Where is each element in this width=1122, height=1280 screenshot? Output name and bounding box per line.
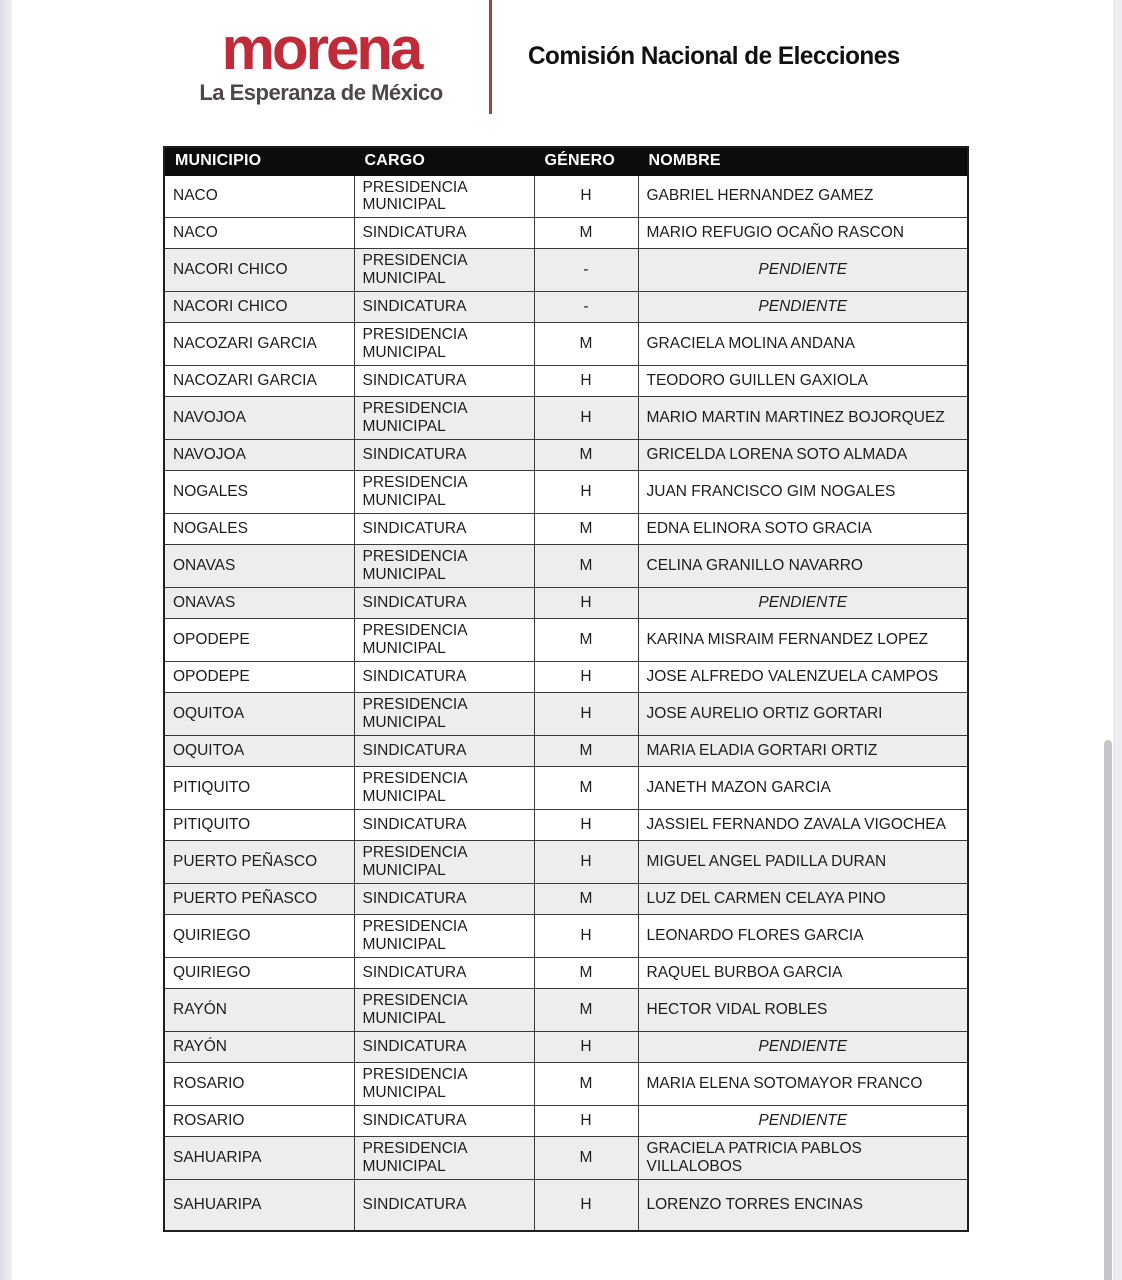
cell-genero: M <box>534 514 638 545</box>
cell-cargo: SINDICATURA <box>354 292 534 323</box>
cell-nombre: HECTOR VIDAL ROBLES <box>638 988 968 1031</box>
cell-cargo: PRESIDENCIA MUNICIPAL <box>354 914 534 957</box>
cell-genero: H <box>534 471 638 514</box>
cell-nombre: LEONARDO FLORES GARCIA <box>638 914 968 957</box>
cell-genero: H <box>534 397 638 440</box>
scrollbar-track[interactable] <box>1113 0 1122 1280</box>
morena-tagline: La Esperanza de México <box>199 80 443 105</box>
document-header <box>0 0 1122 146</box>
cell-genero: M <box>534 957 638 988</box>
cell-genero: - <box>534 249 638 292</box>
cell-nombre: LORENZO TORRES ENCINAS <box>638 1179 968 1231</box>
cell-municipio: NACOZARI GARCIA <box>164 323 354 366</box>
cell-municipio: NAVOJOA <box>164 397 354 440</box>
cell-municipio: ONAVAS <box>164 545 354 588</box>
cell-cargo: PRESIDENCIA MUNICIPAL <box>354 693 534 736</box>
cell-genero: M <box>534 736 638 767</box>
cell-cargo: PRESIDENCIA MUNICIPAL <box>354 1062 534 1105</box>
cell-cargo: PRESIDENCIA MUNICIPAL <box>354 397 534 440</box>
table-header-row <box>164 147 968 175</box>
cell-genero: H <box>534 1179 638 1231</box>
cell-municipio: ROSARIO <box>164 1105 354 1136</box>
cell-municipio: NOGALES <box>164 471 354 514</box>
cell-municipio: NOGALES <box>164 514 354 545</box>
cell-nombre: MIGUEL ANGEL PADILLA DURAN <box>638 840 968 883</box>
cell-cargo: PRESIDENCIA MUNICIPAL <box>354 175 534 218</box>
table-row <box>164 440 968 471</box>
cell-nombre: JANETH MAZON GARCIA <box>638 767 968 810</box>
cell-genero: M <box>534 767 638 810</box>
header-divider-line <box>489 0 492 114</box>
cell-nombre: JUAN FRANCISCO GIM NOGALES <box>638 471 968 514</box>
cell-cargo: PRESIDENCIA MUNICIPAL <box>354 988 534 1031</box>
cell-municipio: NACO <box>164 175 354 218</box>
table-row <box>164 619 968 662</box>
table-row <box>164 957 968 988</box>
morena-logo: morena <box>221 15 421 82</box>
table-body <box>164 175 968 1231</box>
table-header <box>164 147 968 175</box>
cell-nombre: MARIA ELADIA GORTARI ORTIZ <box>638 736 968 767</box>
cell-genero: H <box>534 366 638 397</box>
cell-municipio: NACORI CHICO <box>164 249 354 292</box>
table-row <box>164 693 968 736</box>
cell-cargo: SINDICATURA <box>354 809 534 840</box>
cell-genero: M <box>534 218 638 249</box>
cell-nombre: JASSIEL FERNANDO ZAVALA VIGOCHEA <box>638 809 968 840</box>
cell-genero: H <box>534 693 638 736</box>
cell-municipio: NACOZARI GARCIA <box>164 366 354 397</box>
cell-municipio: SAHUARIPA <box>164 1179 354 1231</box>
table-row <box>164 883 968 914</box>
table-row <box>164 1179 968 1231</box>
table-row <box>164 249 968 292</box>
page-title: Comisión Nacional de Elecciones <box>528 42 900 70</box>
cell-cargo: PRESIDENCIA MUNICIPAL <box>354 323 534 366</box>
table-row <box>164 662 968 693</box>
cell-cargo: PRESIDENCIA MUNICIPAL <box>354 619 534 662</box>
cell-cargo: PRESIDENCIA MUNICIPAL <box>354 471 534 514</box>
col-header-genero: GÉNERO <box>534 147 638 175</box>
table-row <box>164 1105 968 1136</box>
cell-genero: M <box>534 323 638 366</box>
cell-municipio: PITIQUITO <box>164 809 354 840</box>
table-row <box>164 514 968 545</box>
cell-nombre: RAQUEL BURBOA GARCIA <box>638 957 968 988</box>
cell-nombre: GABRIEL HERNANDEZ GAMEZ <box>638 175 968 218</box>
cell-cargo: PRESIDENCIA MUNICIPAL <box>354 545 534 588</box>
table-row <box>164 397 968 440</box>
table-row <box>164 323 968 366</box>
cell-cargo: SINDICATURA <box>354 588 534 619</box>
cell-nombre: MARIO REFUGIO OCAÑO RASCON <box>638 218 968 249</box>
cell-genero: M <box>534 619 638 662</box>
cell-cargo: SINDICATURA <box>354 883 534 914</box>
cell-genero: H <box>534 1031 638 1062</box>
table-row <box>164 988 968 1031</box>
table-row <box>164 471 968 514</box>
cell-cargo: SINDICATURA <box>354 218 534 249</box>
cell-nombre: LUZ DEL CARMEN CELAYA PINO <box>638 883 968 914</box>
cell-nombre: PENDIENTE <box>638 249 968 292</box>
cell-genero: M <box>534 1062 638 1105</box>
table-row <box>164 914 968 957</box>
table-row <box>164 840 968 883</box>
table-row <box>164 1031 968 1062</box>
cell-municipio: RAYÓN <box>164 988 354 1031</box>
cell-municipio: OPODEPE <box>164 619 354 662</box>
viewer-left-gutter <box>0 0 12 1280</box>
cell-nombre: GRACIELA PATRICIA PABLOS VILLALOBOS <box>638 1136 968 1179</box>
cell-nombre: PENDIENTE <box>638 1031 968 1062</box>
cell-cargo: SINDICATURA <box>354 440 534 471</box>
cell-nombre: EDNA ELINORA SOTO GRACIA <box>638 514 968 545</box>
table-row <box>164 218 968 249</box>
cell-nombre: PENDIENTE <box>638 1105 968 1136</box>
cell-genero: H <box>534 840 638 883</box>
table-row <box>164 736 968 767</box>
table-row <box>164 588 968 619</box>
candidates-table <box>163 146 969 1232</box>
cell-cargo: SINDICATURA <box>354 514 534 545</box>
table-row <box>164 366 968 397</box>
cell-cargo: SINDICATURA <box>354 957 534 988</box>
col-header-municipio: MUNICIPIO <box>164 147 354 175</box>
cell-municipio: NAVOJOA <box>164 440 354 471</box>
cell-municipio: PITIQUITO <box>164 767 354 810</box>
cell-cargo: SINDICATURA <box>354 736 534 767</box>
cell-nombre: MARIA ELENA SOTOMAYOR FRANCO <box>638 1062 968 1105</box>
cell-cargo: SINDICATURA <box>354 662 534 693</box>
scrollbar-thumb[interactable] <box>1104 740 1112 1280</box>
table-row <box>164 175 968 218</box>
cell-genero: M <box>534 883 638 914</box>
cell-genero: M <box>534 440 638 471</box>
cell-municipio: QUIRIEGO <box>164 914 354 957</box>
cell-cargo: PRESIDENCIA MUNICIPAL <box>354 767 534 810</box>
cell-genero: M <box>534 545 638 588</box>
cell-municipio: ONAVAS <box>164 588 354 619</box>
cell-genero: - <box>534 292 638 323</box>
cell-municipio: PUERTO PEÑASCO <box>164 840 354 883</box>
cell-municipio: QUIRIEGO <box>164 957 354 988</box>
cell-municipio: RAYÓN <box>164 1031 354 1062</box>
col-header-nombre: NOMBRE <box>638 147 968 175</box>
cell-municipio: OPODEPE <box>164 662 354 693</box>
cell-municipio: NACORI CHICO <box>164 292 354 323</box>
cell-nombre: GRACIELA MOLINA ANDANA <box>638 323 968 366</box>
cell-municipio: NACO <box>164 218 354 249</box>
cell-nombre: JOSE ALFREDO VALENZUELA CAMPOS <box>638 662 968 693</box>
table-row <box>164 809 968 840</box>
cell-municipio: SAHUARIPA <box>164 1136 354 1179</box>
cell-genero: H <box>534 809 638 840</box>
cell-cargo: SINDICATURA <box>354 1179 534 1231</box>
cell-nombre: MARIO MARTIN MARTINEZ BOJORQUEZ <box>638 397 968 440</box>
cell-genero: H <box>534 914 638 957</box>
cell-genero: H <box>534 588 638 619</box>
cell-municipio: PUERTO PEÑASCO <box>164 883 354 914</box>
cell-cargo: PRESIDENCIA MUNICIPAL <box>354 840 534 883</box>
cell-cargo: SINDICATURA <box>354 1105 534 1136</box>
cell-cargo: SINDICATURA <box>354 366 534 397</box>
cell-cargo: PRESIDENCIA MUNICIPAL <box>354 1136 534 1179</box>
cell-nombre: PENDIENTE <box>638 588 968 619</box>
table-row <box>164 1136 968 1179</box>
table-row <box>164 545 968 588</box>
cell-nombre: KARINA MISRAIM FERNANDEZ LOPEZ <box>638 619 968 662</box>
cell-municipio: OQUITOA <box>164 693 354 736</box>
cell-genero: H <box>534 175 638 218</box>
col-header-cargo: CARGO <box>354 147 534 175</box>
table-row <box>164 292 968 323</box>
cell-genero: M <box>534 1136 638 1179</box>
cell-municipio: OQUITOA <box>164 736 354 767</box>
cell-municipio: ROSARIO <box>164 1062 354 1105</box>
cell-genero: H <box>534 662 638 693</box>
cell-nombre: GRICELDA LORENA SOTO ALMADA <box>638 440 968 471</box>
cell-genero: M <box>534 988 638 1031</box>
table-row <box>164 1062 968 1105</box>
cell-nombre: CELINA GRANILLO NAVARRO <box>638 545 968 588</box>
cell-cargo: PRESIDENCIA MUNICIPAL <box>354 249 534 292</box>
cell-genero: H <box>534 1105 638 1136</box>
cell-nombre: TEODORO GUILLEN GAXIOLA <box>638 366 968 397</box>
cell-cargo: SINDICATURA <box>354 1031 534 1062</box>
cell-nombre: JOSE AURELIO ORTIZ GORTARI <box>638 693 968 736</box>
table-row <box>164 767 968 810</box>
cell-nombre: PENDIENTE <box>638 292 968 323</box>
